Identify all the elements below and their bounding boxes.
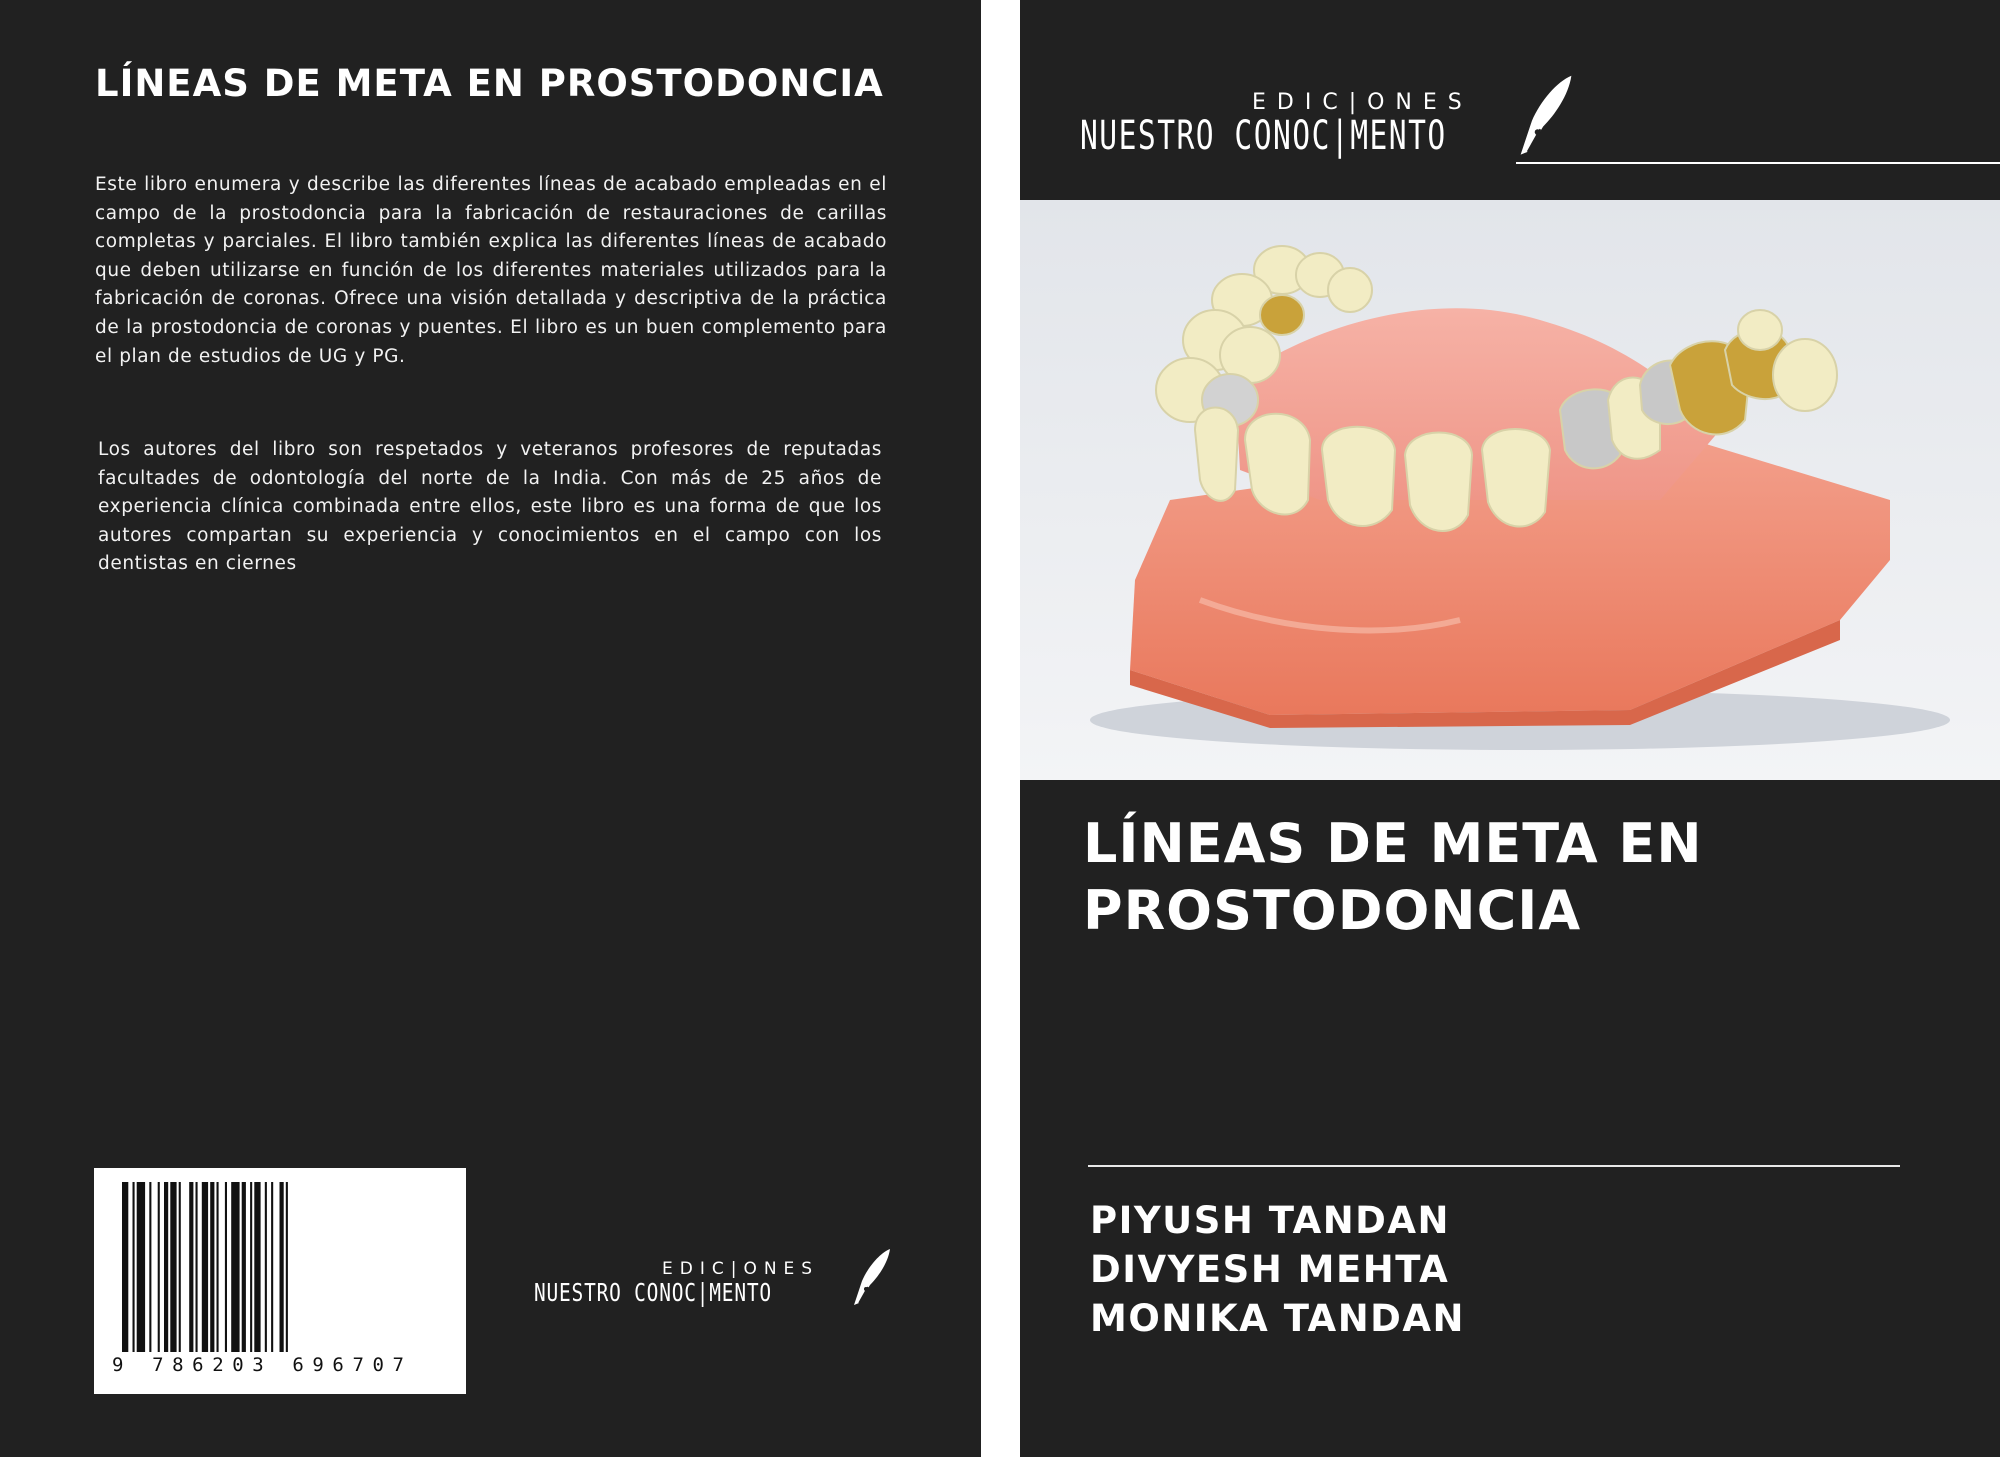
book-description: Este libro enumera y describe las diferentes líneas de acabado empleadas en el campo de la prostodoncia para la fabricación de restauraciones de carillas completas y parciales. El libro también explica las diferentes líneas de acabado que deben utilizarse en función de los diferentes materiales utilizados para la fabricación de coronas. Ofrece una visión detallada y descriptiva de la práctica de la prostodoncia de coronas y puentes. El libro es un buen complemento para el plan de estudios de UG y PG. (95, 174, 887, 367)
barcode-bar (210, 1182, 214, 1352)
barcode-bar (137, 1182, 145, 1352)
barcode-bar (280, 1182, 284, 1352)
publisher-line-1: EDIC|ONES (1252, 90, 1473, 115)
barcode-bar (225, 1182, 227, 1352)
back-cover-title: LÍNEAS DE META EN PROSTODONCIA (95, 62, 884, 105)
publisher-logo-front (1080, 70, 2000, 180)
barcode-bar (265, 1182, 267, 1352)
barcode-bar (202, 1182, 208, 1352)
barcode-bar (164, 1182, 168, 1352)
authors-bio: Los autores del libro son respetados y veteranos profesores de reputadas facultades de odontología del norte de la India. Con más de 25 años de experiencia clínica combinada entre ellos, este libro es una forma de que los autores compartan su experiencia y conocimientos en el campo con los dentistas en ciernes (98, 439, 882, 575)
barcode-bar (286, 1182, 288, 1352)
isbn-number: 9 786203 696707 (112, 1354, 413, 1376)
barcode-bar (133, 1182, 135, 1352)
barcode-bar (231, 1182, 239, 1352)
barcode-bar (271, 1182, 273, 1352)
author-name: MONIKA TANDAN (1090, 1297, 1465, 1340)
author-name: DIVYESH MEHTA (1090, 1248, 1450, 1291)
barcode-bar (189, 1182, 193, 1352)
front-cover-title: LÍNEAS DE META EN PROSTODONCIA (1083, 812, 1703, 942)
authors-divider (1088, 1165, 1900, 1167)
publisher-line-1: EDIC|ONES (662, 1259, 820, 1279)
authors-list (1090, 1196, 1790, 1343)
publisher-logo-back (534, 1245, 904, 1315)
barcode-bar (254, 1182, 260, 1352)
barcode-bar (217, 1182, 219, 1352)
isbn-barcode (94, 1168, 466, 1394)
author-name: PIYUSH TANDAN (1090, 1199, 1450, 1242)
fountain-pen-nib-icon (1515, 72, 1577, 164)
barcode-bar (149, 1182, 151, 1352)
barcode-bar (170, 1182, 176, 1352)
fountain-pen-nib-icon (850, 1247, 894, 1311)
barcode-bar (250, 1182, 252, 1352)
barcode-bar (242, 1182, 246, 1352)
cover-photo-dental-model (1020, 200, 2000, 780)
barcode-bar (122, 1182, 128, 1352)
publisher-line-2: NUESTRO CONOC|MENTO (1080, 113, 1447, 159)
barcode-bar (158, 1182, 160, 1352)
barcode-bar (196, 1182, 198, 1352)
logo-underline (1516, 162, 2000, 164)
publisher-line-2: NUESTRO CONOC|MENTO (534, 1278, 772, 1307)
barcode-bar (179, 1182, 181, 1352)
